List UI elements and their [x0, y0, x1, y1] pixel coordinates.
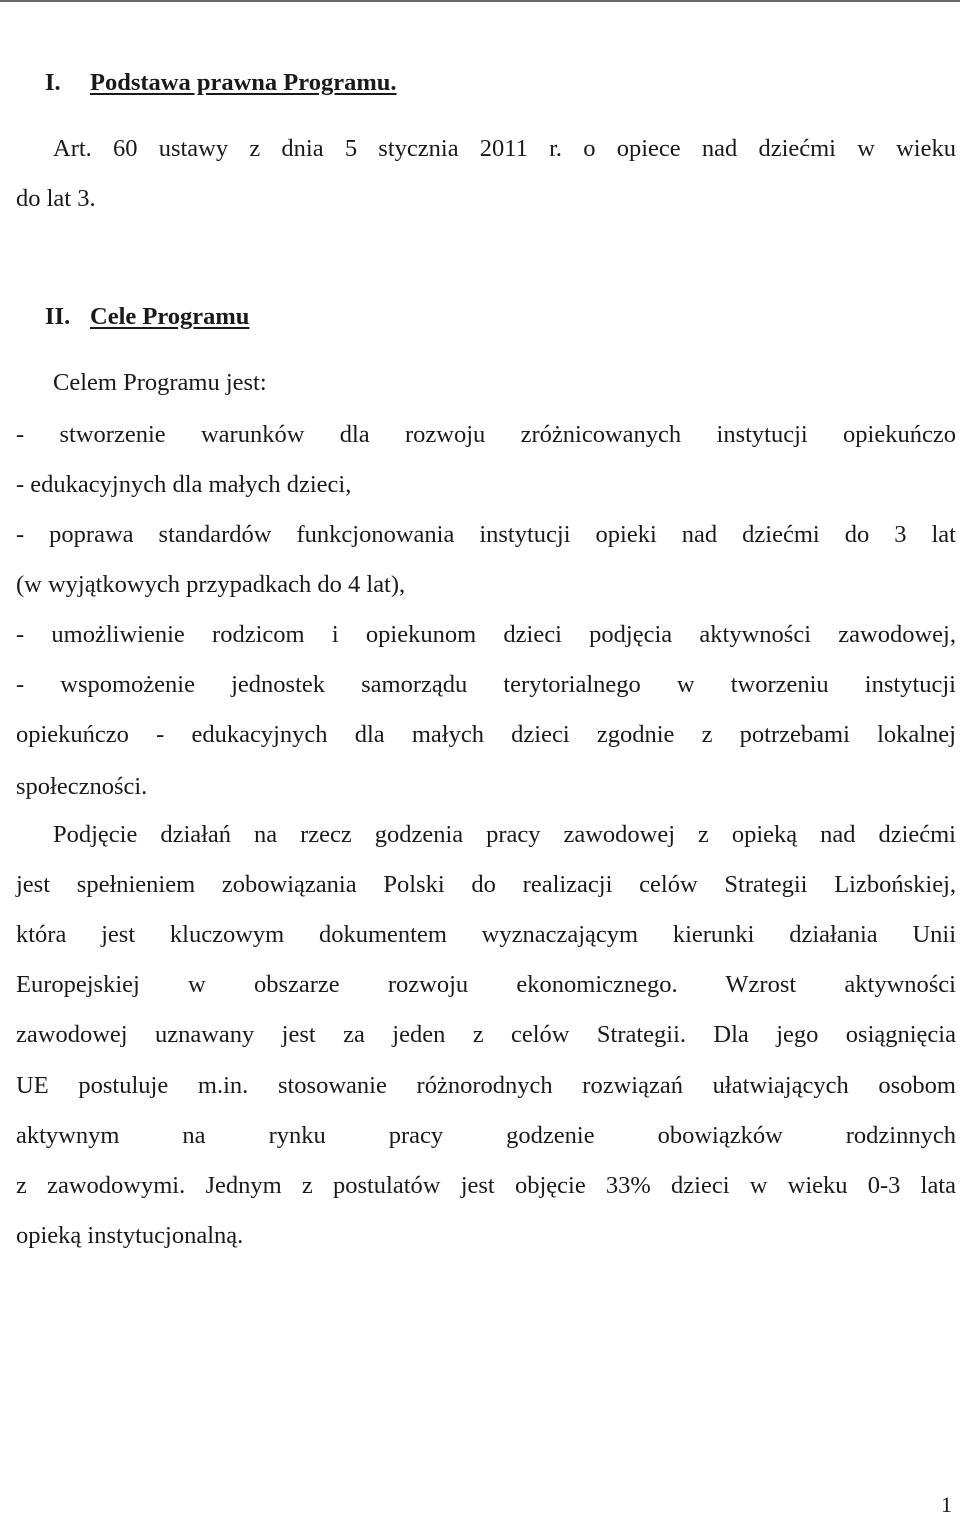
paragraph-line: jest spełnieniem zobowiązania Polski do realizacji celów Strategii Lizbońskiej,: [16, 871, 956, 898]
section-2-intro: Celem Programu jest:: [53, 369, 267, 396]
goal-line: - wspomożenie jednostek samorządu terytorialnego w tworzeniu instytucji: [16, 671, 956, 698]
section-1-title: Podstawa prawna Programu.: [90, 69, 397, 96]
section-1-line: Art. 60 ustawy z dnia 5 stycznia 2011 r. o opiece nad dziećmi w wieku: [53, 135, 956, 162]
section-2-heading: [45, 302, 960, 332]
section-2-number: II.: [45, 303, 71, 330]
goal-line: społeczności.: [16, 773, 148, 800]
paragraph-line: opieką instytucjonalną.: [16, 1222, 244, 1249]
paragraph-line: zawodowej uznawany jest za jeden z celów Strategii. Dla jego osiągnięcia: [16, 1021, 956, 1048]
goal-line: - umożliwienie rodzicom i opiekunom dzieci podjęcia aktywności zawodowej,: [16, 621, 956, 648]
section-1-line: do lat 3.: [16, 185, 96, 212]
section-1-heading: [45, 68, 960, 98]
paragraph-line: UE postuluje m.in. stosowanie różnorodnych rozwiązań ułatwiających osobom: [16, 1072, 956, 1099]
section-1-number: I.: [45, 69, 61, 96]
paragraph-line: aktywnym na rynku pracy godzenie obowiązków rodzinnych: [16, 1122, 956, 1149]
goal-line: - stworzenie warunków dla rozwoju zróżnicowanych instytucji opiekuńczo: [16, 421, 956, 448]
goal-line: - poprawa standardów funkcjonowania instytucji opieki nad dziećmi do 3 lat: [16, 521, 956, 548]
section-2-title: Cele Programu: [90, 303, 250, 330]
paragraph-line: która jest kluczowym dokumentem wyznaczającym kierunki działania Unii: [16, 921, 956, 948]
goal-line: opiekuńczo - edukacyjnych dla małych dzieci zgodnie z potrzebami lokalnej: [16, 721, 956, 748]
page-number: 1: [941, 1492, 952, 1517]
paragraph-line: z zawodowymi. Jednym z postulatów jest objęcie 33% dzieci w wieku 0-3 lata: [16, 1172, 956, 1199]
page-top-rule: [0, 0, 960, 2]
paragraph-line: Europejskiej w obszarze rozwoju ekonomicznego. Wzrost aktywności: [16, 971, 956, 998]
paragraph-line: Podjęcie działań na rzecz godzenia pracy zawodowej z opieką nad dziećmi: [53, 821, 956, 848]
goal-line: (w wyjątkowych przypadkach do 4 lat),: [16, 571, 406, 598]
goal-line: - edukacyjnych dla małych dzieci,: [16, 471, 352, 498]
